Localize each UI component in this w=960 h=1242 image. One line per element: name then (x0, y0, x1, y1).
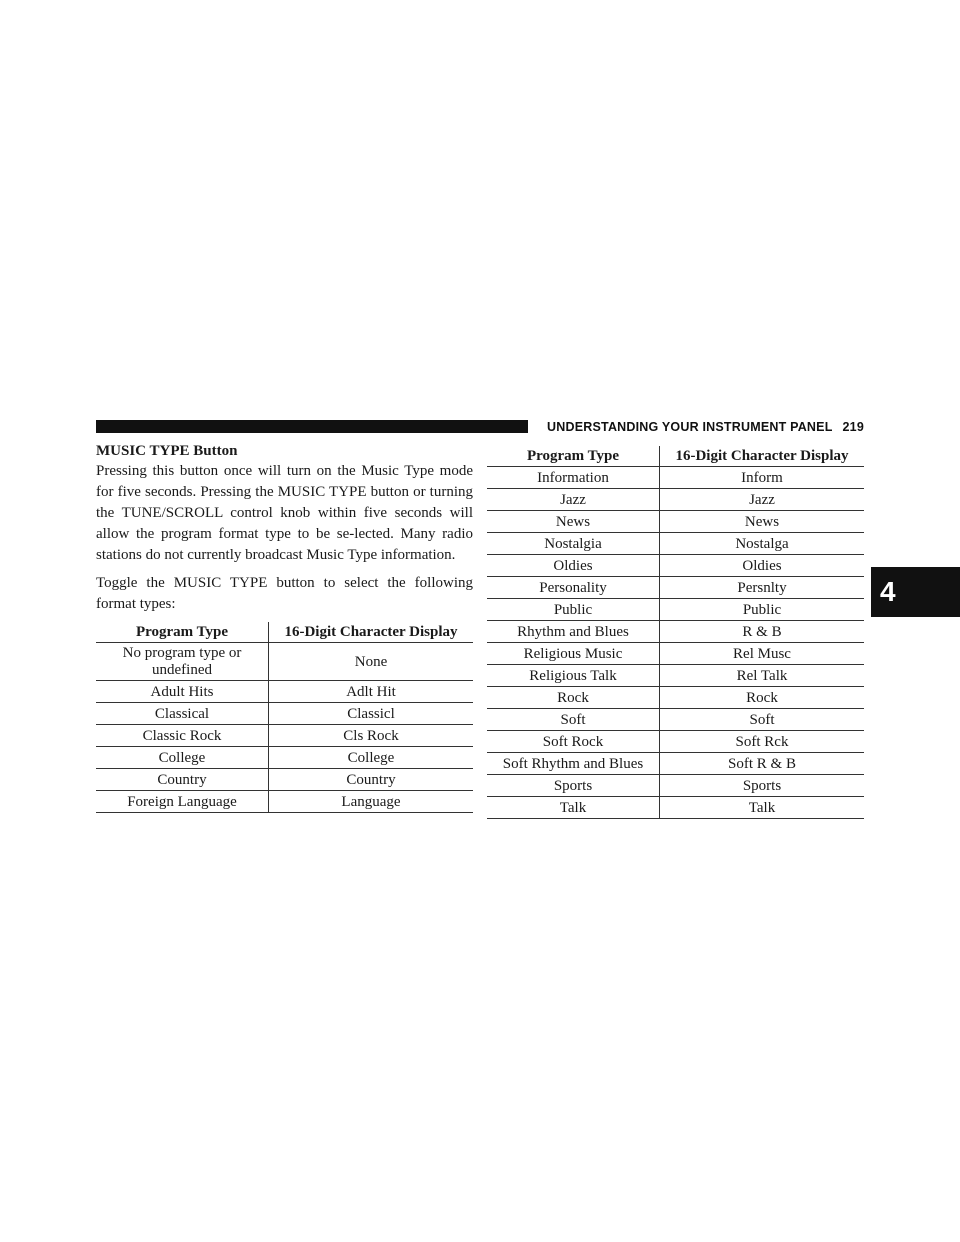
paragraph-1: Pressing this button once will turn on the Music Type mode for five seconds. Pressing the MUSIC TYPE button or turning the TUNE/SCROLL control knob within five seconds will allow the program format type to be se-lected. Many radio stations do not currently broadcast Music Type information. (96, 463, 473, 563)
display-text-cell: Oldies (660, 555, 865, 577)
table-row (487, 555, 864, 577)
table-row (487, 489, 864, 511)
table-body (96, 643, 473, 813)
table-row (487, 533, 864, 555)
program-type-cell: Classic Rock (96, 725, 269, 747)
table-row (487, 665, 864, 687)
program-type-cell: Sports (487, 775, 660, 797)
right-column (487, 446, 864, 819)
program-type-cell: Oldies (487, 555, 660, 577)
table-row (96, 791, 473, 813)
program-type-cell: Nostalgia (487, 533, 660, 555)
program-type-cell: Religious Music (487, 643, 660, 665)
header-title: UNDERSTANDING YOUR INSTRUMENT PANEL (547, 420, 833, 434)
display-text-cell: Talk (660, 797, 865, 819)
display-text-cell: Rel Talk (660, 665, 865, 687)
program-type-cell: Personality (487, 577, 660, 599)
table-row (487, 577, 864, 599)
column-header-program-type: Program Type (96, 622, 269, 643)
table-row (487, 467, 864, 489)
display-text-cell: Persnlty (660, 577, 865, 599)
program-type-cell: Information (487, 467, 660, 489)
program-type-cell: Soft Rhythm and Blues (487, 753, 660, 775)
table-row (487, 731, 864, 753)
section-heading: MUSIC TYPE Button (96, 443, 238, 459)
table-row (96, 747, 473, 769)
table-header-row (487, 446, 864, 467)
display-text-cell: Inform (660, 467, 865, 489)
display-text-cell: Cls Rock (269, 725, 474, 747)
program-type-cell: Public (487, 599, 660, 621)
table-body (487, 467, 864, 819)
table-row (96, 769, 473, 791)
table-row (487, 643, 864, 665)
program-type-table-2 (487, 446, 864, 819)
column-header-display: 16-Digit Character Display (660, 446, 865, 467)
display-text-cell: Public (660, 599, 865, 621)
program-type-cell: Religious Talk (487, 665, 660, 687)
running-header (538, 418, 864, 436)
table-row (96, 643, 473, 681)
display-text-cell: R & B (660, 621, 865, 643)
program-type-cell: Talk (487, 797, 660, 819)
program-type-cell: Rock (487, 687, 660, 709)
program-type-cell: Soft Rock (487, 731, 660, 753)
paragraph-2: Toggle the MUSIC TYPE button to select the following format types: (96, 575, 473, 612)
program-type-cell: Country (96, 769, 269, 791)
chapter-tab: 4 (871, 567, 960, 617)
program-type-cell: College (96, 747, 269, 769)
program-type-cell: Classical (96, 703, 269, 725)
table-row (487, 709, 864, 731)
table-row (96, 703, 473, 725)
left-column (96, 441, 473, 813)
display-text-cell: College (269, 747, 474, 769)
program-type-cell: Soft (487, 709, 660, 731)
display-text-cell: Rel Musc (660, 643, 865, 665)
program-type-cell: Rhythm and Blues (487, 621, 660, 643)
column-header-program-type: Program Type (487, 446, 660, 467)
display-text-cell: Sports (660, 775, 865, 797)
program-type-table-1 (96, 622, 473, 813)
table-row (96, 725, 473, 747)
table-row (487, 775, 864, 797)
page-number: 219 (842, 420, 864, 434)
display-text-cell: News (660, 511, 865, 533)
display-text-cell: Adlt Hit (269, 681, 474, 703)
table-row (96, 681, 473, 703)
display-text-cell: Country (269, 769, 474, 791)
display-text-cell: Language (269, 791, 474, 813)
table-row (487, 687, 864, 709)
display-text-cell: Jazz (660, 489, 865, 511)
column-header-display: 16-Digit Character Display (269, 622, 474, 643)
table-row (487, 599, 864, 621)
display-text-cell: None (269, 643, 474, 681)
program-type-cell: Jazz (487, 489, 660, 511)
table-row (487, 753, 864, 775)
display-text-cell: Nostalga (660, 533, 865, 555)
display-text-cell: Rock (660, 687, 865, 709)
header-rule (96, 420, 528, 433)
program-type-table-1-wrap (96, 622, 473, 813)
display-text-cell: Soft Rck (660, 731, 865, 753)
program-type-cell: No program type or undefined (96, 643, 269, 681)
display-text-cell: Classicl (269, 703, 474, 725)
program-type-cell: Foreign Language (96, 791, 269, 813)
program-type-cell: Adult Hits (96, 681, 269, 703)
table-header-row (96, 622, 473, 643)
display-text-cell: Soft (660, 709, 865, 731)
table-row (487, 511, 864, 533)
display-text-cell: Soft R & B (660, 753, 865, 775)
program-type-cell: News (487, 511, 660, 533)
table-row (487, 797, 864, 819)
table-row (487, 621, 864, 643)
